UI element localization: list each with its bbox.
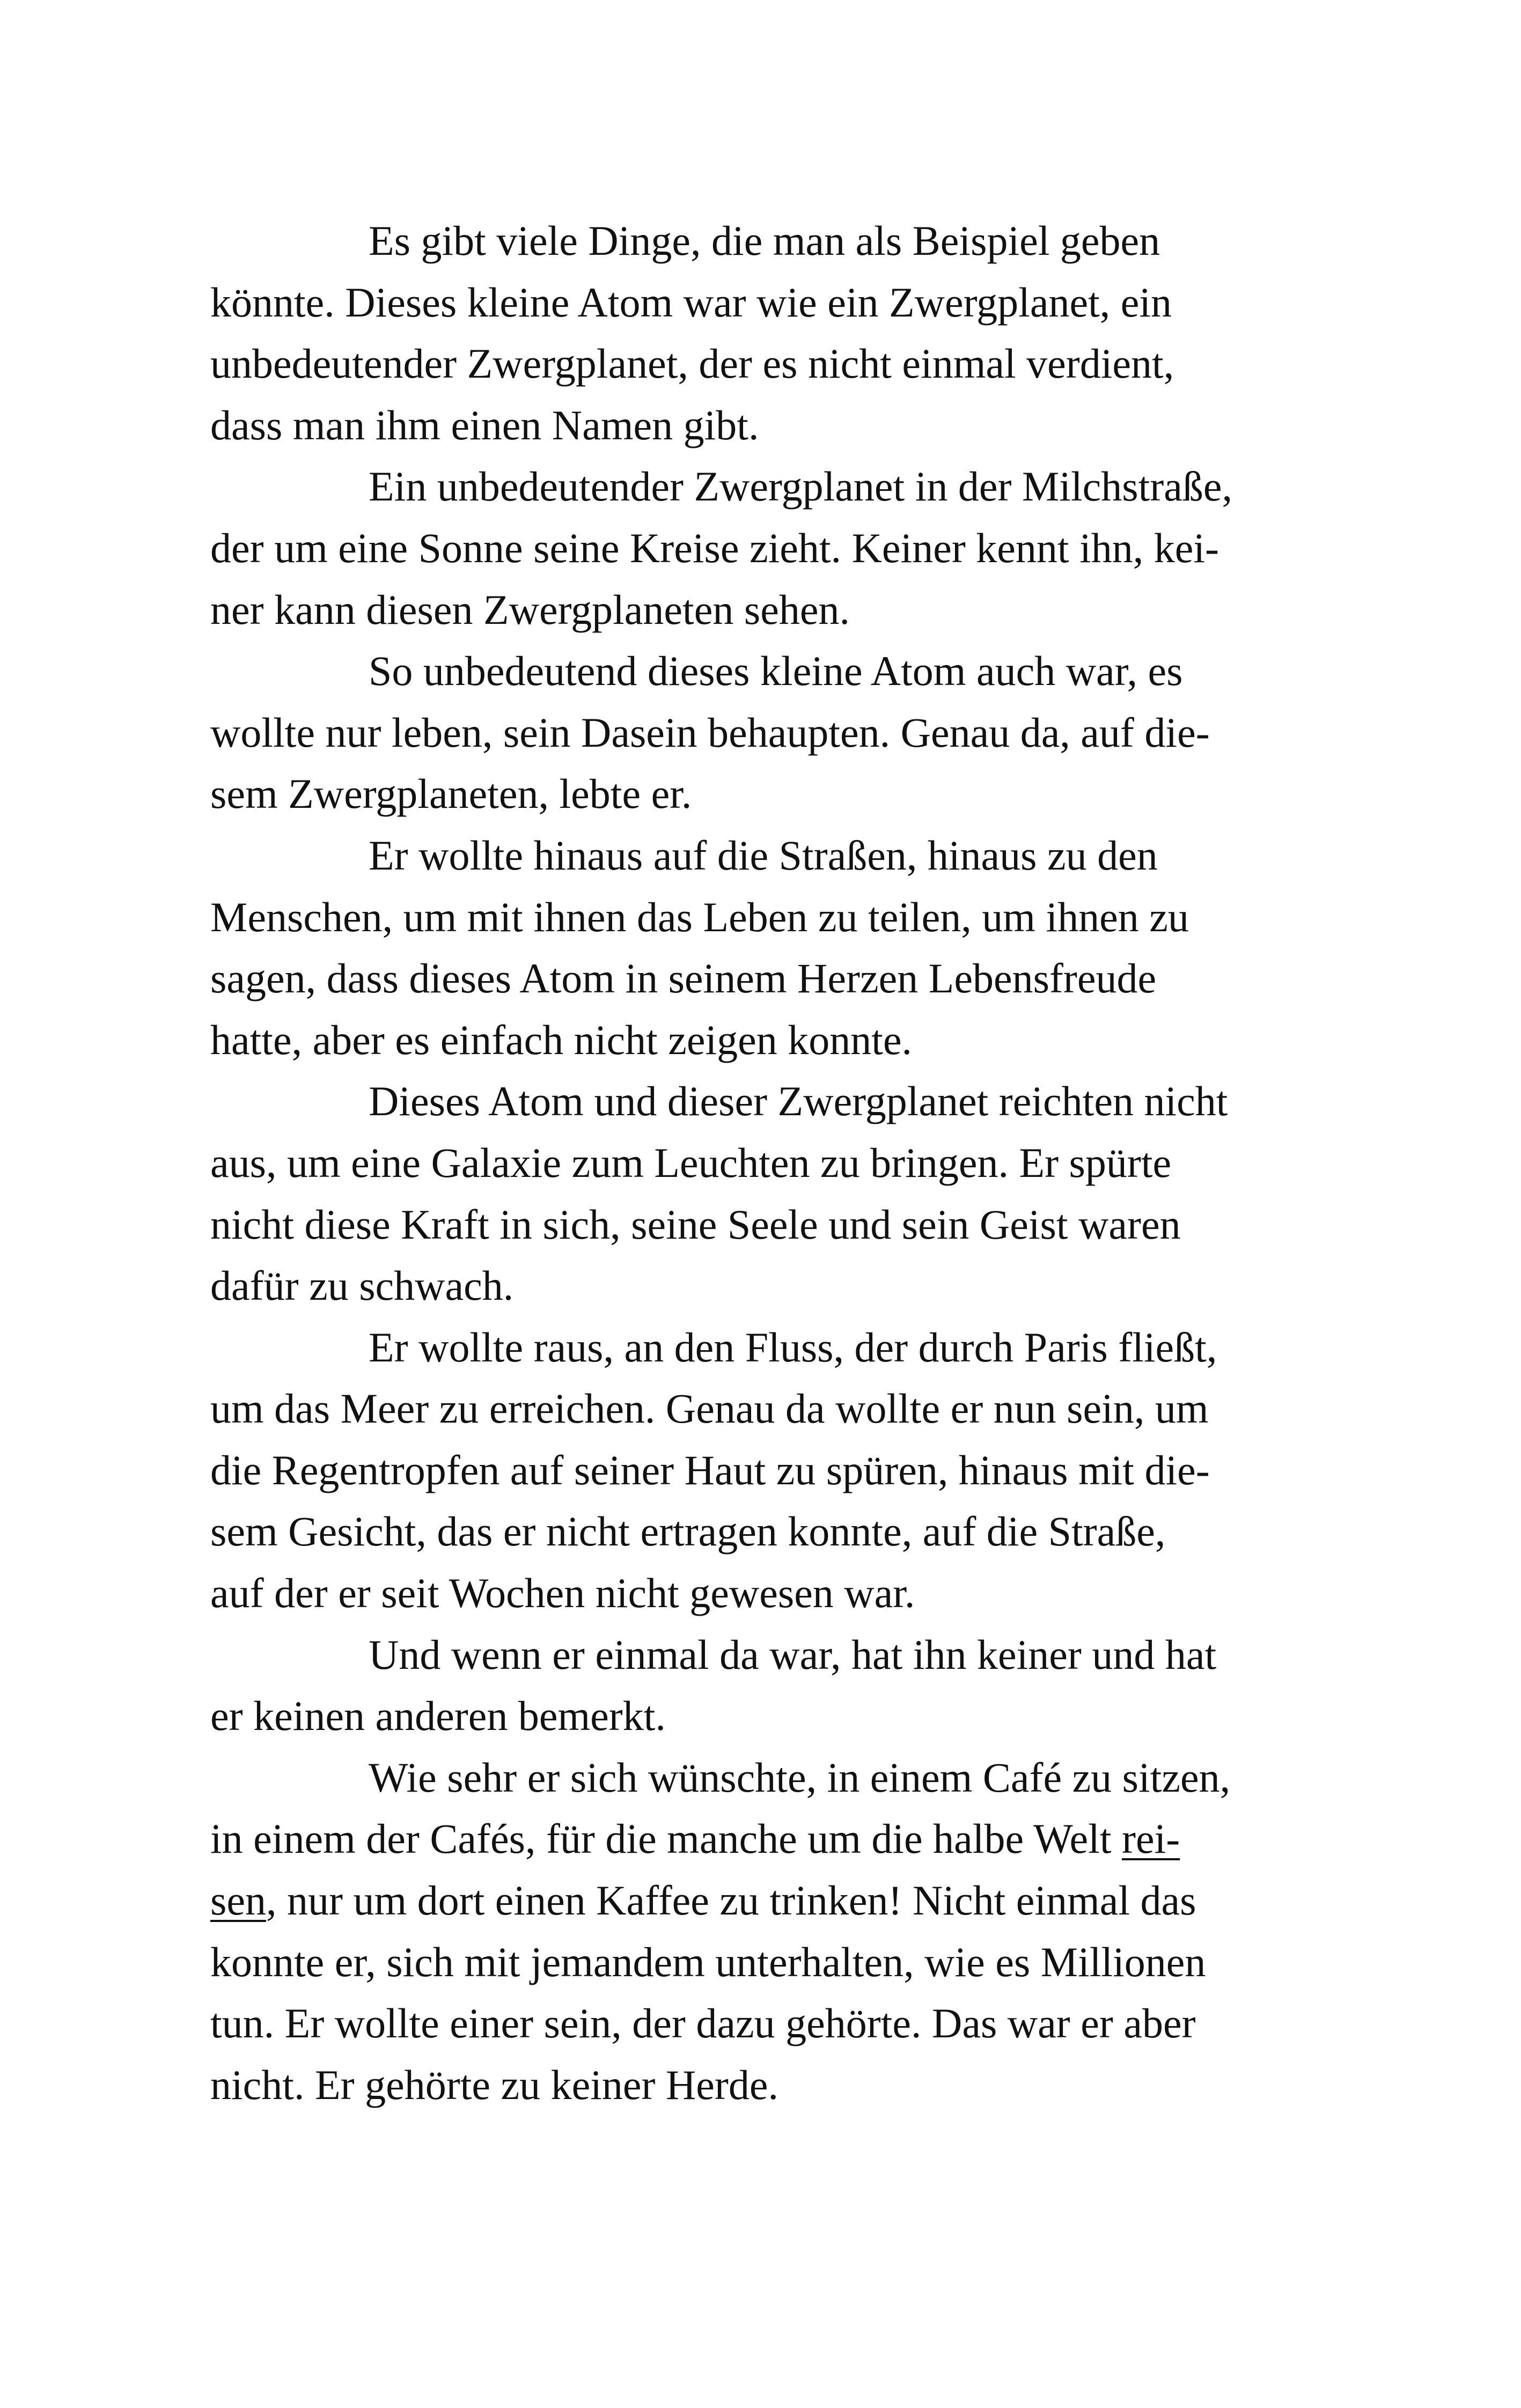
text-line: sem Gesicht, das er nicht ertragen konnte, auf die Straße, <box>210 1508 1166 1555</box>
text-line: der um eine Sonne seine Kreise zieht. Keiner kennt ihn, kei- <box>210 524 1219 571</box>
paragraph <box>210 640 1316 825</box>
text-line: konnte er, sich mit jemandem unterhalten, wie es Millionen <box>210 1938 1206 1985</box>
text-line: unbedeutender Zwergplanet, der es nicht einmal verdient, <box>210 340 1174 387</box>
paragraph <box>210 456 1316 640</box>
text-line: , nur um dort einen Kaffee zu trinken! Nicht einmal das <box>266 1877 1196 1924</box>
text-line: Dieses Atom und dieser Zwergplanet reichten nicht <box>369 1078 1228 1125</box>
text-line: tun. Er wollte einer sein, der dazu gehörte. Das war er aber <box>210 2000 1196 2047</box>
paragraph <box>210 1317 1316 1624</box>
text-line: dafür zu schwach. <box>210 1262 514 1309</box>
text-line: dass man ihm einen Namen gibt. <box>210 401 759 448</box>
text-line: Es gibt viele Dinge, die man als Beispiel geben <box>369 217 1160 264</box>
text-line: nicht diese Kraft in sich, seine Seele und sein Geist waren <box>210 1201 1181 1248</box>
text-line: in einem der Cafés, für die manche um die halbe Welt <box>210 1815 1122 1862</box>
paragraph <box>210 825 1316 1071</box>
text-line: ner kann diesen Zwergplaneten sehen. <box>210 586 850 633</box>
text-line: aus, um eine Galaxie zum Leuchten zu bringen. Er spürte <box>210 1139 1172 1186</box>
text-line: Ein unbedeutender Zwergplanet in der Milchstraße, <box>369 463 1233 510</box>
body-text <box>210 210 1316 2116</box>
underlined-word: sen <box>210 1877 266 1924</box>
underlined-word: rei- <box>1122 1815 1180 1862</box>
text-line: nicht. Er gehörte zu keiner Herde. <box>210 2061 779 2108</box>
text-line: sem Zwergplaneten, lebte er. <box>210 770 692 818</box>
text-line: auf der er seit Wochen nicht gewesen war. <box>210 1570 915 1617</box>
text-line: sagen, dass dieses Atom in seinem Herzen Lebensfreude <box>210 955 1157 1002</box>
paragraph <box>210 1624 1316 1747</box>
text-line: Er wollte raus, an den Fluss, der durch Paris fließt, <box>369 1323 1217 1371</box>
text-line: die Regentropfen auf seiner Haut zu spüren, hinaus mit die- <box>210 1446 1210 1493</box>
paragraph <box>210 1071 1316 1316</box>
text-line: hatte, aber es einfach nicht zeigen konnte. <box>210 1016 913 1063</box>
text-line: er keinen anderen bemerkt. <box>210 1692 666 1740</box>
text-line: Menschen, um mit ihnen das Leben zu teilen, um ihnen zu <box>210 893 1189 940</box>
paragraph <box>210 210 1316 456</box>
paragraph <box>210 1747 1316 2116</box>
text-line: Er wollte hinaus auf die Straßen, hinaus zu den <box>369 831 1158 879</box>
text-line: Wie sehr er sich wünschte, in einem Café zu sitzen, <box>369 1754 1231 1801</box>
text-line: wollte nur leben, sein Dasein behaupten. Genau da, auf die- <box>210 709 1210 756</box>
text-line: Und wenn er einmal da war, hat ihn keiner und hat <box>369 1631 1217 1678</box>
text-line: könnte. Dieses kleine Atom war wie ein Zwergplanet, ein <box>210 278 1172 326</box>
text-line: um das Meer zu erreichen. Genau da wollte er nun sein, um <box>210 1385 1209 1432</box>
text-line: So unbedeutend dieses kleine Atom auch war, es <box>369 647 1183 695</box>
